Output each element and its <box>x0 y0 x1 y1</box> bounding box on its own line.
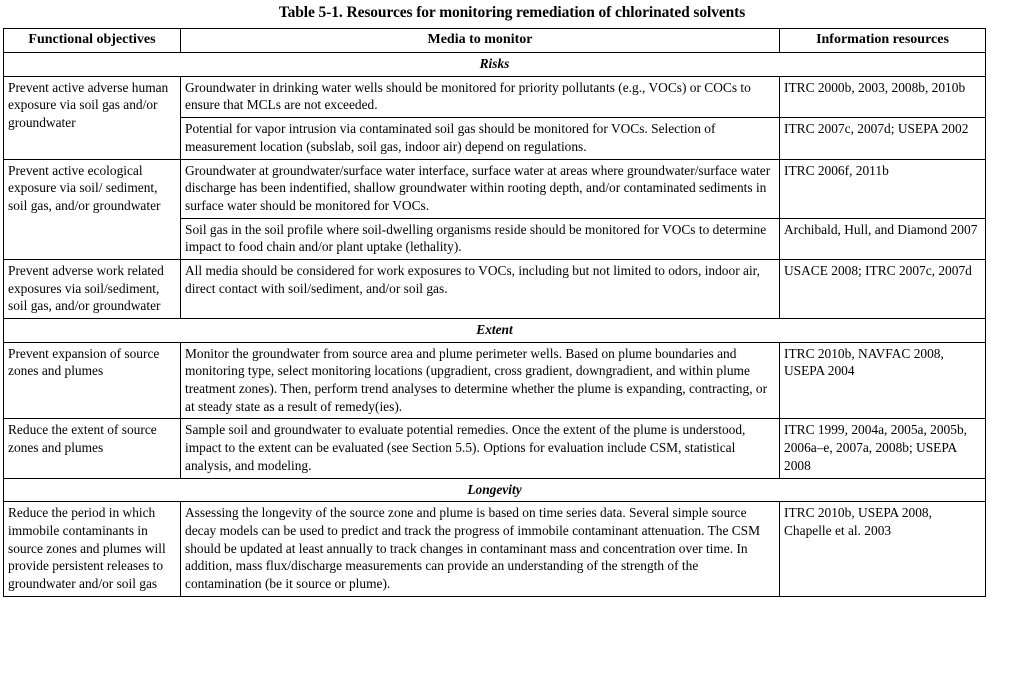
objective-cell: Reduce the extent of source zones and plumes <box>4 419 181 478</box>
resources-cell: ITRC 2006f, 2011b <box>780 159 986 218</box>
media-cell: Soil gas in the soil profile where soil-dwelling organisms reside should be monitored for VOCs to determine impact to food chain and/or plant uptake (lethality). <box>181 218 780 259</box>
section-header-row <box>4 478 986 502</box>
section-title-longevity: Longevity <box>4 478 986 502</box>
objective-cell: Prevent active ecological exposure via soil/ sediment, soil gas, and/or groundwater <box>4 159 181 259</box>
column-header-media-to-monitor: Media to monitor <box>181 28 780 52</box>
resources-cell: ITRC 2010b, NAVFAC 2008, USEPA 2004 <box>780 342 986 419</box>
media-cell: Monitor the groundwater from source area and plume perimeter wells. Based on plume boundaries and monitoring type, select monitoring locations (upgradient, cross gradient, downgradient, and within plume treatment zones). Then, perform trend analyses to determine whether the plume is expanding, contracting, or at steady state as a result of remedy(ies). <box>181 342 780 419</box>
table-header-row <box>4 28 986 52</box>
column-header-functional-objectives: Functional objectives <box>4 28 181 52</box>
resources-cell: ITRC 2000b, 2003, 2008b, 2010b <box>780 76 986 117</box>
media-cell: Potential for vapor intrusion via contaminated soil gas should be monitored for VOCs. Selection of measurement location (subslab, soil gas, indoor air) depend on regulations. <box>181 118 780 159</box>
media-cell: Sample soil and groundwater to evaluate potential remedies. Once the extent of the plume is understood, impact to the extent can be evaluated (see Section 5.5). Options for evaluation include CSM, statistical analysis, and modeling. <box>181 419 780 478</box>
resources-table <box>3 28 986 597</box>
table-row <box>4 342 986 419</box>
objective-cell: Prevent adverse work related exposures via soil/sediment, soil gas, and/or groundwater <box>4 259 181 318</box>
section-title-extent: Extent <box>4 319 986 343</box>
resources-cell: Archibald, Hull, and Diamond 2007 <box>780 218 986 259</box>
page-title: Table 5-1. Resources for monitoring remediation of chlorinated solvents <box>278 4 746 21</box>
column-header-information-resources: Information resources <box>780 28 986 52</box>
section-header-row <box>4 53 986 77</box>
objective-cell: Prevent expansion of source zones and plumes <box>4 342 181 419</box>
resources-cell: ITRC 2007c, 2007d; USEPA 2002 <box>780 118 986 159</box>
media-cell: All media should be considered for work exposures to VOCs, including but not limited to odors, indoor air, direct contact with soil/sediment, and/or soil gas. <box>181 259 780 318</box>
table-row <box>4 76 986 117</box>
table-row <box>4 259 986 318</box>
table-row <box>4 419 986 478</box>
resources-cell: ITRC 2010b, USEPA 2008, Chapelle et al. 2003 <box>780 502 986 596</box>
table-row <box>4 502 986 596</box>
resources-cell: USACE 2008; ITRC 2007c, 2007d <box>780 259 986 318</box>
objective-cell: Reduce the period in which immobile contaminants in source zones and plumes will provide persistent releases to groundwater and/or soil gas <box>4 502 181 596</box>
objective-cell: Prevent active adverse human exposure via soil gas and/or groundwater <box>4 76 181 159</box>
media-cell: Assessing the longevity of the source zone and plume is based on time series data. Several simple source decay models can be used to predict and track the progress of immobile contaminant attenuation. The CSM should be updated at least annually to track changes in contaminant mass and concentration over time. In addition, mass flux/discharge measurements can provide an understanding of the strength of the contamination (be it source or plume). <box>181 502 780 596</box>
section-title-risks: Risks <box>4 53 986 77</box>
media-cell: Groundwater at groundwater/surface water interface, surface water at areas where groundwater/surface water discharge has been indentified, shallow groundwater within rooting depth, and/or contaminated sediments in surface water should be monitored for VOCs. <box>181 159 780 218</box>
resources-cell: ITRC 1999, 2004a, 2005a, 2005b, 2006a–e, 2007a, 2008b; USEPA 2008 <box>780 419 986 478</box>
media-cell: Groundwater in drinking water wells should be monitored for priority pollutants (e.g., VOCs) or COCs to ensure that MCLs are not exceeded. <box>181 76 780 117</box>
table-row <box>4 159 986 218</box>
section-header-row <box>4 319 986 343</box>
